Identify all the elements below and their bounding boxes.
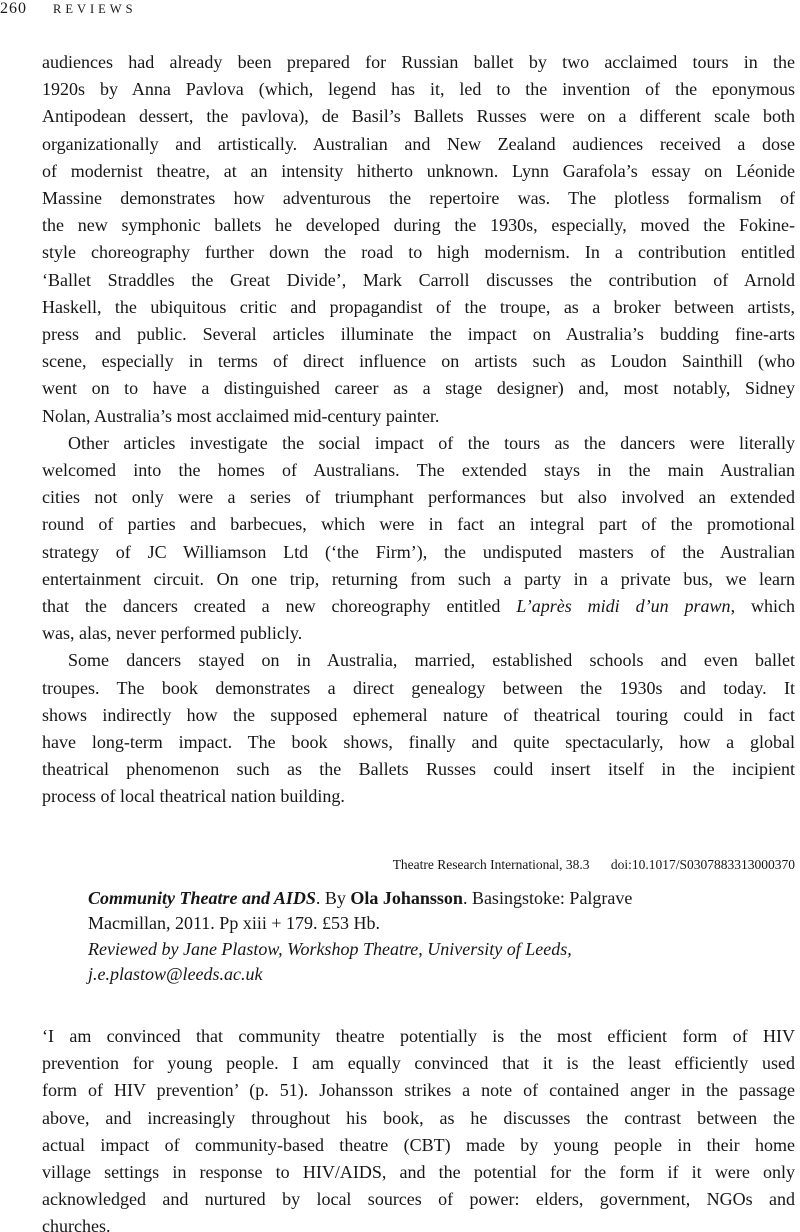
text-segment: press and public. Several articles illuminate the impact on Australia’s budding fine-arts bbox=[42, 324, 795, 345]
text-segment: prevention for young people. I am equally convinced that it is the least efficiently used bbox=[42, 1053, 795, 1074]
text-segment: Other articles investigate the social impact of the tours as the dancers were literally bbox=[68, 432, 795, 453]
paragraph bbox=[42, 430, 795, 648]
text-segment: Community Theatre and AIDS bbox=[88, 888, 316, 908]
doi: doi:10.1017/S0307883313000370 bbox=[610, 857, 795, 872]
text-line bbox=[42, 1159, 795, 1186]
text-line bbox=[42, 1105, 795, 1132]
text-line bbox=[42, 1050, 795, 1077]
text-line bbox=[42, 403, 795, 430]
text-line bbox=[42, 294, 795, 321]
text-line bbox=[42, 1186, 795, 1213]
text-line bbox=[42, 675, 795, 702]
text-segment: Massine demonstrates how adventurous the repertoire was. The plotless formalism of bbox=[42, 188, 795, 209]
text-line bbox=[42, 212, 795, 239]
heading-line bbox=[88, 937, 748, 962]
text-segment: ‘Ballet Straddles the Great Divide’, Mark Carroll discusses the contribution of Arnold bbox=[42, 269, 795, 290]
text-segment: scene, especially in terms of direct influence on artists such as Loudon Sainthill (who bbox=[42, 351, 795, 372]
text-line bbox=[42, 566, 795, 593]
text-line bbox=[42, 348, 795, 375]
text-line bbox=[42, 103, 795, 130]
text-segment: L’après midi d’un prawn bbox=[516, 596, 731, 617]
text-line bbox=[42, 539, 795, 566]
review-body-text bbox=[42, 1023, 795, 1232]
text-line bbox=[42, 375, 795, 402]
text-line bbox=[42, 620, 795, 647]
text-line bbox=[42, 267, 795, 294]
text-segment: actual impact of community-based theatre (CBT) made by young people in their home bbox=[42, 1134, 795, 1155]
text-segment: , which bbox=[730, 596, 795, 617]
text-segment: strategy of JC Williamson Ltd (‘the Firm’), the undisputed masters of the Australian bbox=[42, 541, 795, 562]
paragraph bbox=[42, 49, 795, 430]
text-segment: Nolan, Australia’s most acclaimed mid-century painter. bbox=[42, 405, 440, 426]
page-number: 260 bbox=[0, 0, 27, 17]
text-line bbox=[42, 1023, 795, 1050]
text-segment: j.e.plastow@leeds.ac.uk bbox=[88, 963, 263, 984]
text-line bbox=[42, 647, 795, 674]
text-segment: village settings in response to HIV/AIDS, and the potential for the form if it were only bbox=[42, 1162, 795, 1183]
text-line bbox=[42, 1213, 795, 1232]
text-segment: Reviewed by Jane Plastow, Workshop Theatre, University of Leeds, bbox=[88, 938, 572, 959]
text-line bbox=[42, 430, 795, 457]
text-segment: Macmillan, 2011. Pp xiii + 179. £53 Hb. bbox=[88, 913, 380, 934]
running-head bbox=[0, 0, 137, 20]
text-segment: of modernist theatre, at an intensity hitherto unknown. Lynn Garafola’s essay on Léonide bbox=[42, 160, 795, 181]
text-segment: style choreography further down the road to high modernism. In a contribution entitled bbox=[42, 242, 795, 263]
text-line bbox=[42, 321, 795, 348]
text-segment: Ola Johansson bbox=[350, 888, 463, 908]
text-line bbox=[42, 1077, 795, 1104]
text-line bbox=[42, 239, 795, 266]
text-line bbox=[42, 756, 795, 783]
text-segment: went on to have a distinguished career as a stage designer) and, most notably, Sidney bbox=[42, 378, 795, 399]
text-line bbox=[42, 593, 795, 620]
text-line bbox=[42, 158, 795, 185]
text-segment: troupes. The book demonstrates a direct genealogy between the 1930s and today. It bbox=[42, 677, 795, 698]
text-line bbox=[42, 783, 795, 810]
review-article-continuation bbox=[42, 49, 795, 811]
text-segment: Haskell, the ubiquitous critic and propagandist of the troupe, as a broker between artists, bbox=[42, 296, 795, 317]
text-segment: acknowledged and nurtured by local sources of power: elders, government, NGOs and bbox=[42, 1189, 795, 1210]
text-line bbox=[42, 511, 795, 538]
text-segment: have long-term impact. The book shows, finally and quite spectacularly, how a global bbox=[42, 732, 795, 753]
text-segment: . Basingstoke: Palgrave bbox=[462, 888, 633, 908]
text-line bbox=[42, 484, 795, 511]
text-line bbox=[42, 49, 795, 76]
text-segment: Antipodean dessert, the pavlova), de Basil’s Ballets Russes were on a different scale both bbox=[42, 106, 795, 127]
text-segment: audiences had already been prepared for Russian ballet by two acclaimed tours in the bbox=[42, 52, 795, 72]
text-segment: process of local theatrical nation building. bbox=[42, 786, 345, 807]
text-line bbox=[42, 1132, 795, 1159]
text-segment: Some dancers stayed on in Australia, married, established schools and even ballet bbox=[68, 650, 795, 671]
text-segment: above, and increasingly throughout his book, as he discusses the contrast between the bbox=[42, 1107, 795, 1128]
text-segment: 1920s by Anna Pavlova (which, legend has it, led to the invention of the eponymous bbox=[42, 79, 795, 100]
book-review-heading bbox=[88, 886, 748, 987]
heading-line bbox=[88, 962, 748, 987]
running-head-title: REVIEWS bbox=[53, 2, 137, 16]
text-segment: entertainment circuit. On one trip, returning from such a party in a private bus, we learn bbox=[42, 568, 795, 589]
text-segment: theatrical phenomenon such as the Ballets Russes could insert itself in the incipient bbox=[42, 759, 795, 780]
text-segment: ‘I am convinced that community theatre potentially is the most efficient form of HIV bbox=[42, 1026, 795, 1046]
text-segment: form of HIV prevention’ (p. 51). Johansson strikes a note of contained anger in the passage bbox=[42, 1080, 795, 1101]
text-segment: cities not only were a series of triumphant performances but also involved an extended bbox=[42, 487, 795, 508]
paragraph bbox=[42, 647, 795, 810]
journal-title-volume: Theatre Research International, 38.3 bbox=[392, 857, 590, 872]
paragraph bbox=[42, 1023, 795, 1232]
text-segment: shows indirectly how the supposed ephemeral nature of theatrical touring could in fact bbox=[42, 704, 795, 725]
text-line bbox=[42, 185, 795, 212]
text-segment: round of parties and barbecues, which were in fact an integral part of the promotional bbox=[42, 514, 795, 535]
text-line bbox=[42, 76, 795, 103]
text-line bbox=[42, 457, 795, 484]
text-line bbox=[42, 729, 795, 756]
text-segment: the new symphonic ballets he developed during the 1930s, especially, moved the Fokine- bbox=[42, 215, 795, 236]
journal-citation-line bbox=[42, 856, 795, 874]
text-segment: was, alas, never performed publicly. bbox=[42, 623, 303, 644]
text-segment: churches. bbox=[42, 1216, 111, 1232]
text-segment: that the dancers created a new choreography entitled bbox=[42, 596, 517, 617]
text-segment: organizationally and artistically. Australian and New Zealand audiences received a dose bbox=[42, 133, 795, 154]
heading-line bbox=[88, 911, 748, 936]
text-segment: . By bbox=[315, 888, 351, 908]
text-line bbox=[42, 702, 795, 729]
text-segment: welcomed into the homes of Australians. The extended stays in the main Australian bbox=[42, 460, 795, 481]
text-line bbox=[42, 131, 795, 158]
heading-line bbox=[88, 886, 748, 911]
